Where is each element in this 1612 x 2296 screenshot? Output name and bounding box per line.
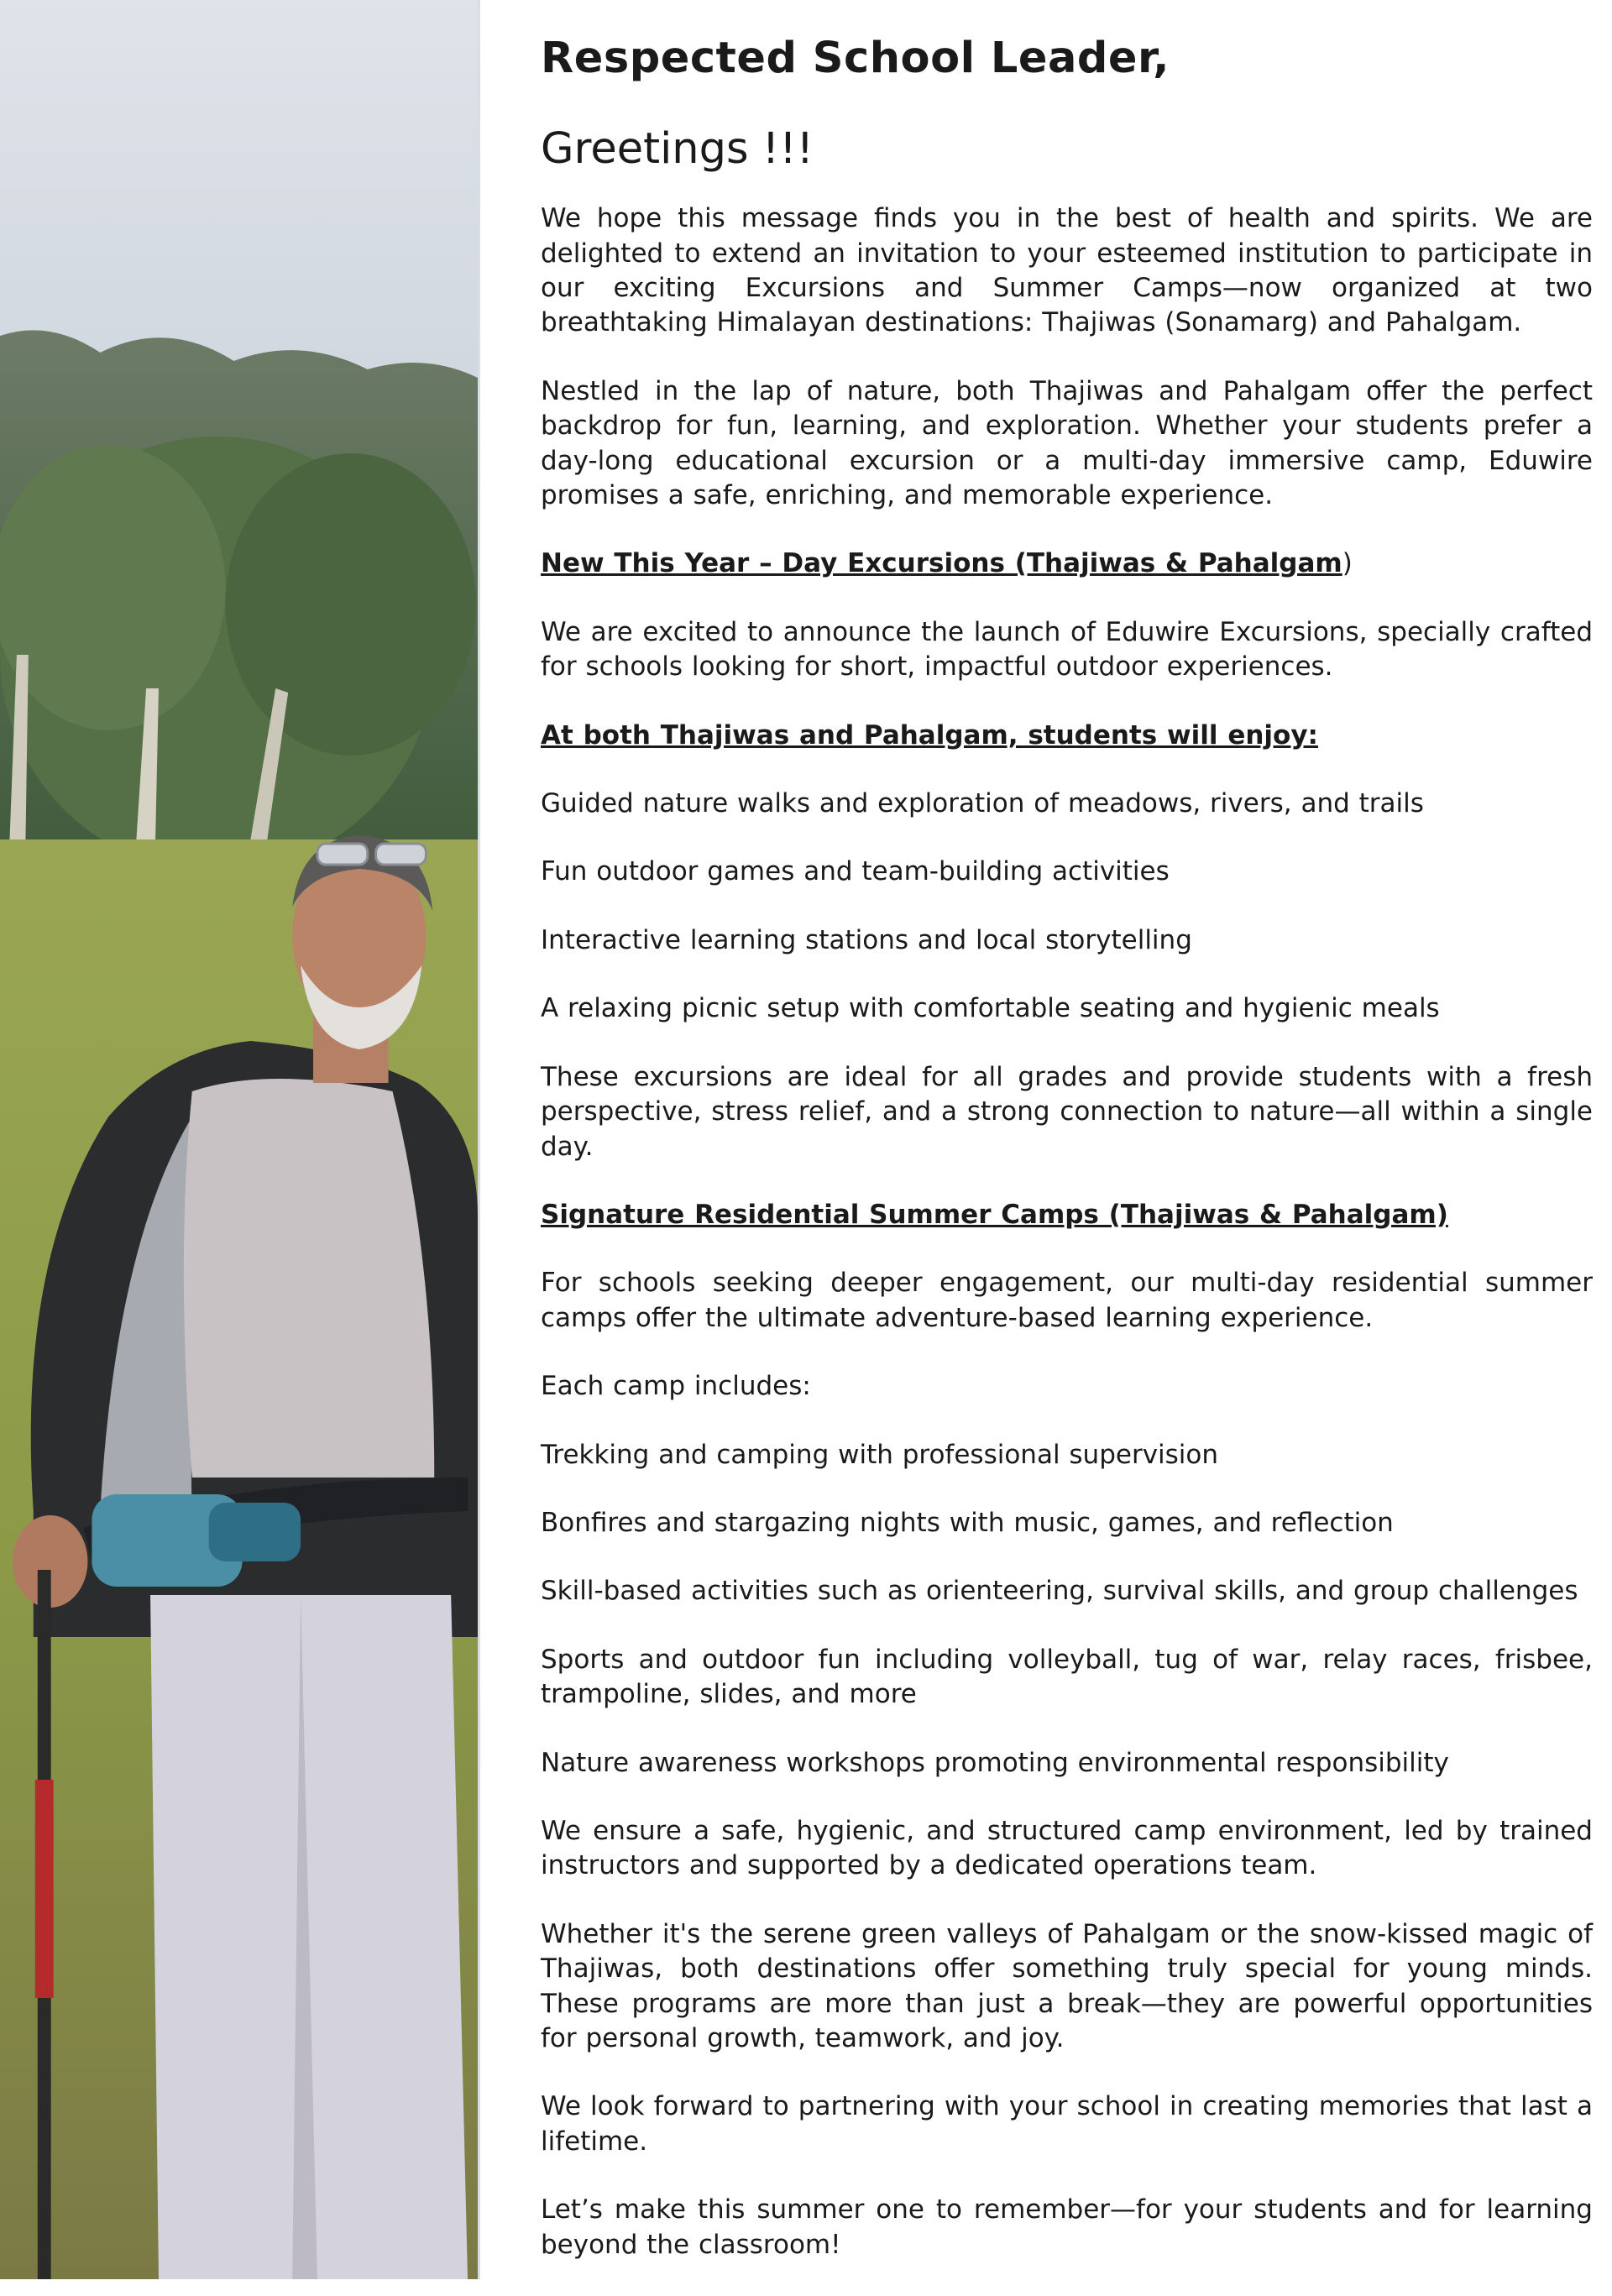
closing-paragraph: Let’s make this summer one to remember—for your students and for learning beyond the classroom!: [541, 2194, 1593, 2260]
intro-paragraph: We hope this message finds you in the best of health and spirits. We are delighted to extend an invitation to your esteemed institution to participate in our exciting Excursions and Summer Camps—now organized at two breathtaking Himalayan destinations: Thajiwas (Sonamarg) and Pahalgam.: [541, 203, 1593, 338]
salutation: Respected School Leader,: [541, 34, 1170, 83]
section1-intro: We are excited to announce the launch of Eduwire Excursions, specially crafted for schools looking for short, impactful outdoor experiences.: [541, 616, 1593, 683]
section2-heading: [541, 1198, 1593, 1232]
greeting: Greetings !!!: [541, 124, 814, 175]
nature-paragraph: Nestled in the lap of nature, both Thajiwas and Pahalgam offer the perfect backdrop for fun, learning, and exploration. Whether your students prefer a day-long educational excursion or a multi-day immersive camp, Eduwire promises a safe, enriching, and memorable experience.: [541, 375, 1593, 511]
section2-heading-text: Signature Residential Summer Camps (Thajiwas & Pahalgam): [541, 1199, 1448, 1230]
valleys-paragraph: Whether it's the serene green valleys of Pahalgam or the snow-kissed magic of Thajiwas, both destinations offer something truly special for young minds. These programs are more than just a break—they are powerful opportunities for personal growth, teamwork, and joy.: [541, 1918, 1593, 2053]
list-item: Interactive learning stations and local storytelling: [541, 924, 1192, 955]
hiker-photo-icon: [0, 0, 478, 2279]
section1-heading: [541, 547, 1593, 581]
list-item: Guided nature walks and exploration of meadows, rivers, and trails: [541, 788, 1424, 819]
section2-intro: For schools seeking deeper engagement, our multi-day residential summer camps offer the ultimate adventure-based learning experience.: [541, 1268, 1593, 1333]
enjoy-heading: [541, 719, 1593, 753]
list-item: A relaxing picnic setup with comfortable seating and hygienic meals: [541, 993, 1440, 1024]
section1-heading-tail: ): [1342, 548, 1353, 579]
camp-includes: Each camp includes:: [541, 1371, 811, 1402]
list-item: Bonfires and stargazing nights with music, games, and reflection: [541, 1507, 1394, 1538]
list-item: Skill-based activities such as orienteering, survival skills, and group challenges: [541, 1576, 1578, 1607]
enjoy-heading-text: At both Thajiwas and Pahalgam, students will enjoy:: [541, 719, 1318, 751]
letter-body: [541, 35, 1593, 2296]
list-item: Sports and outdoor fun including volleyball, tug of war, relay races, frisbee, trampoline, slides, and more: [541, 1644, 1593, 1710]
hiker-photo: [0, 0, 480, 2279]
excursion-summary: These excursions are ideal for all grades and provide students with a fresh perspective, stress relief, and a strong connection to nature—all within a single day.: [541, 1061, 1593, 1162]
list-item: Trekking and camping with professional supervision: [541, 1439, 1219, 1470]
list-item: Fun outdoor games and team-building activities: [541, 856, 1170, 887]
list-item: Nature awareness workshops promoting environmental responsibility: [541, 1747, 1449, 1778]
safety-paragraph: We ensure a safe, hygienic, and structured camp environment, led by trained instructors and supported by a dedicated operations team.: [541, 1815, 1593, 1881]
partnering-paragraph: We look forward to partnering with your school in creating memories that last a lifetime.: [541, 2091, 1593, 2157]
section1-heading-text: New This Year – Day Excursions (Thajiwas & Pahalgam: [541, 548, 1342, 579]
